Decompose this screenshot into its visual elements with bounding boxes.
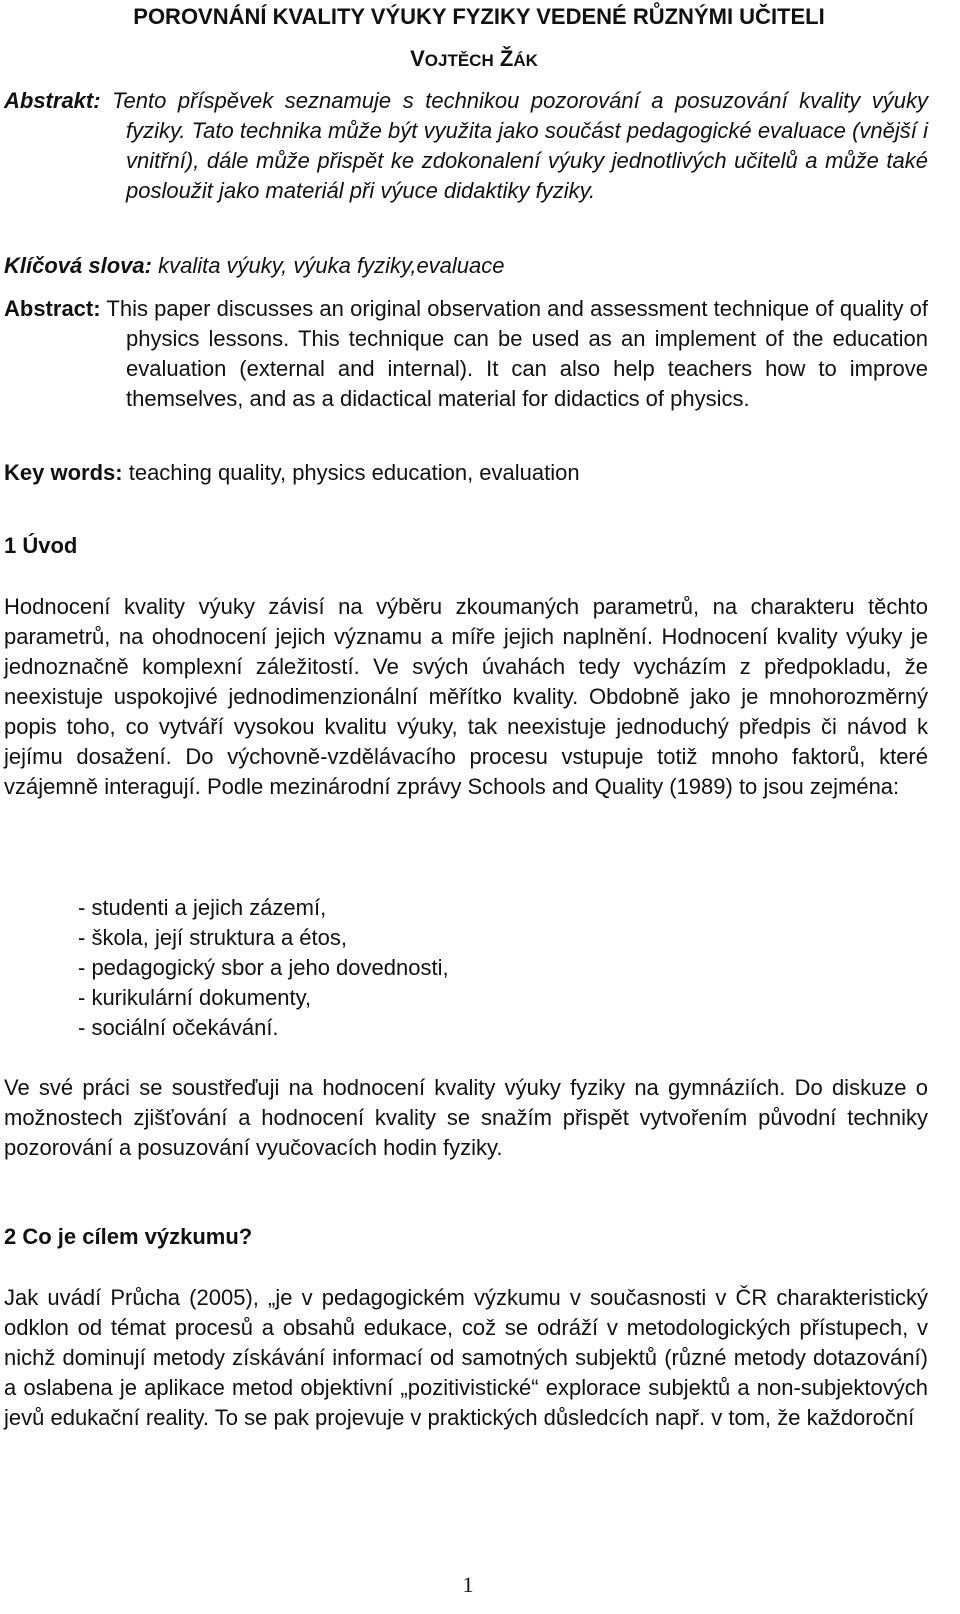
keywords-english-text: teaching quality, physics education, evaluation: [128, 460, 580, 485]
abstract-czech-label: Abstrakt:: [4, 88, 101, 113]
list-item: - škola, její struktura a étos,: [78, 925, 347, 950]
abstract-english: [4, 294, 928, 414]
abstract-czech-text: Tento příspěvek seznamuje s technikou pozorování a posuzování kvality výuky fyziky. Tato technika může být využita jako součást pedagogické evaluace (vnější i vnitřní), dále může přispět ke zdokonalení výuky jednotlivých učitelů a může také posloužit jako materiál při výuce didaktiky fyziky.: [112, 88, 928, 203]
keywords-english-label: Key words:: [4, 460, 123, 485]
list-item: - pedagogický sbor a jeho dovednosti,: [78, 955, 449, 980]
abstract-english-label: Abstract:: [4, 296, 101, 321]
section-heading-uvod: 1 Úvod: [4, 533, 78, 558]
section1-paragraph-2: Ve své práci se soustřeďuji na hodnocení kvality výuky fyziky na gymnáziích. Do diskuze o možnostech zjišťování a hodnocení kvality se snažím přispět vytvořením původní techniky pozorování a posuzování vyučovacích hodin fyziky.: [4, 1075, 928, 1160]
section-heading-cil-vyzkumu: 2 Co je cílem výzkumu?: [4, 1224, 253, 1249]
abstract-english-text: This paper discusses an original observation and assessment technique of quality of physics lessons. This technique can be used as an implement of the education evaluation (external and internal). It can also help teachers how to improve themselves, and as a didactical material for didactics of physics.: [106, 296, 928, 411]
keywords-czech: [4, 251, 505, 281]
author-rest-2: ÁK: [513, 51, 538, 70]
paper-title: POROVNÁNÍ KVALITY VÝUKY FYZIKY VEDENÉ RŮZNÝMI UČITELI: [133, 4, 825, 29]
section2-paragraph-1: Jak uvádí Průcha (2005), „je v pedagogickém výzkumu v současnosti v ČR charakteristický odklon od témat procesů a obsahů edukace, což se odráží v metodologických přístupech, v nichž dominují metody získávání informací od samotných subjektů (různé metody dotazování) a oslabena je aplikace metod objektivní „pozitivistické“ explorace subjektů a non-subjektových jevů edukační reality. To se pak projevuje v praktických důsledcích např. v tom, že každoroční: [4, 1285, 928, 1430]
author-initial-2: Ž: [499, 46, 514, 71]
keywords-czech-label: Klíčová slova:: [4, 253, 152, 278]
section1-paragraph-1: Hodnocení kvality výuky závisí na výběru zkoumaných parametrů, na charakteru těchto parametrů, na ohodnocení jejich významu a míře jejich naplnění. Hodnocení kvality výuky je jednoznačně komplexní záležitostí. Ve svých úvahách tedy vycházím z předpokladu, že neexistuje uspokojivé jednodimenzionální měřítko kvality. Obdobně jako je mnohorozměrný popis toho, co vytváří vysokou kvalitu výuky, tak neexistuje jednoduchý předpis či návod k jejímu dosažení. Do výchovně-vzdělávacího procesu vstupuje totiž mnoho faktorů, které vzájemně interagují. Podle mezinárodní zprávy Schools and Quality (1989) to jsou zejména:: [4, 594, 928, 799]
abstract-czech: [4, 86, 928, 206]
factor-list: [78, 893, 449, 1043]
author-rest-1: OJTĚCH: [424, 51, 494, 70]
author-name: [4, 44, 944, 76]
list-item: - kurikulární dokumenty,: [78, 985, 312, 1010]
page-number: 1: [462, 1572, 474, 1597]
list-item: - studenti a jejich zázemí,: [78, 895, 327, 920]
keywords-czech-text: kvalita výuky, výuka fyziky,evaluace: [158, 253, 505, 278]
keywords-english: [4, 458, 580, 488]
author-initial-1: V: [410, 46, 425, 71]
list-item: - sociální očekávání.: [78, 1015, 279, 1040]
